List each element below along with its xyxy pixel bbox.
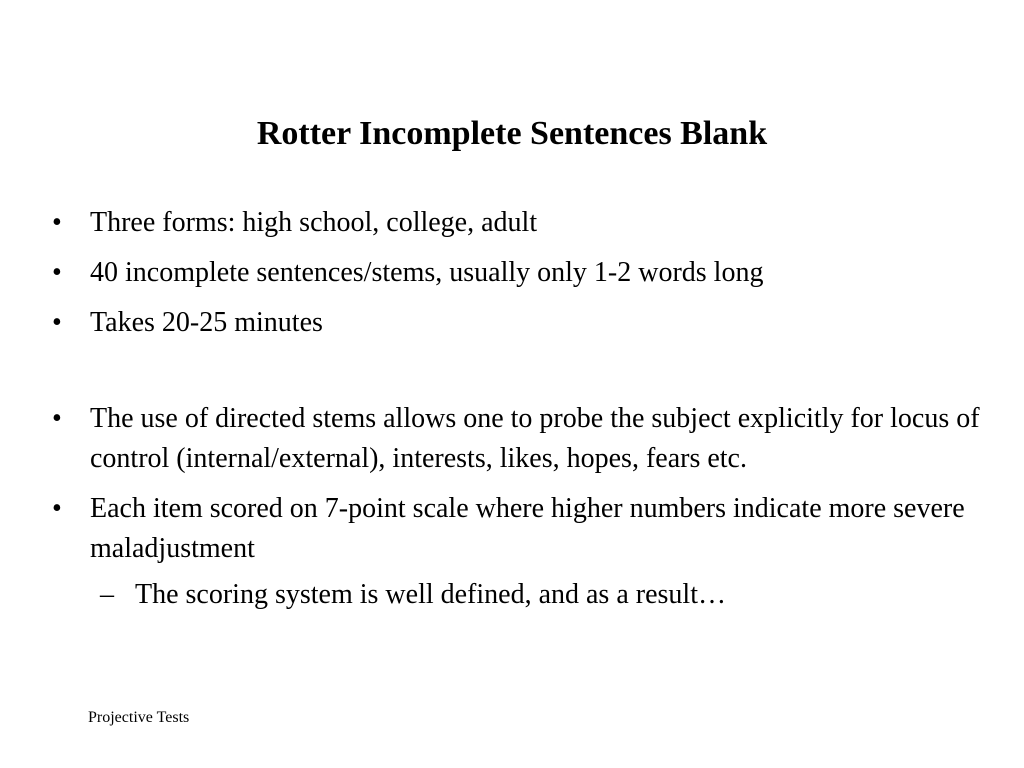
bullet-text: Takes 20-25 minutes	[90, 307, 323, 338]
bullet-list	[52, 203, 982, 625]
bullet-icon: •	[52, 207, 62, 238]
bullet-item	[52, 489, 982, 615]
bullet-icon: •	[52, 307, 62, 338]
bullet-text: The use of directed stems allows one to probe the subject explicitly for locus of control (internal/external), interests, likes, hopes, fears etc.	[90, 403, 980, 474]
sub-bullet-item	[90, 575, 982, 615]
bullet-item	[52, 399, 982, 479]
bullet-icon: •	[52, 493, 62, 524]
slide-footer: Projective Tests	[88, 709, 190, 726]
bullet-icon: •	[52, 403, 62, 434]
bullet-icon: •	[52, 257, 62, 288]
bullet-item	[52, 253, 982, 293]
dash-icon: –	[100, 579, 114, 610]
bullet-item	[52, 303, 982, 343]
slide-title: Rotter Incomplete Sentences Blank	[256, 115, 768, 152]
bullet-text: 40 incomplete sentences/stems, usually only 1-2 words long	[90, 257, 764, 288]
bullet-item	[52, 203, 982, 243]
bullet-text: Each item scored on 7-point scale where higher numbers indicate more severe maladjustment	[90, 493, 965, 564]
bullet-text: Three forms: high school, college, adult	[90, 207, 538, 238]
sub-bullet-text: The scoring system is well defined, and as a result…	[135, 579, 726, 610]
